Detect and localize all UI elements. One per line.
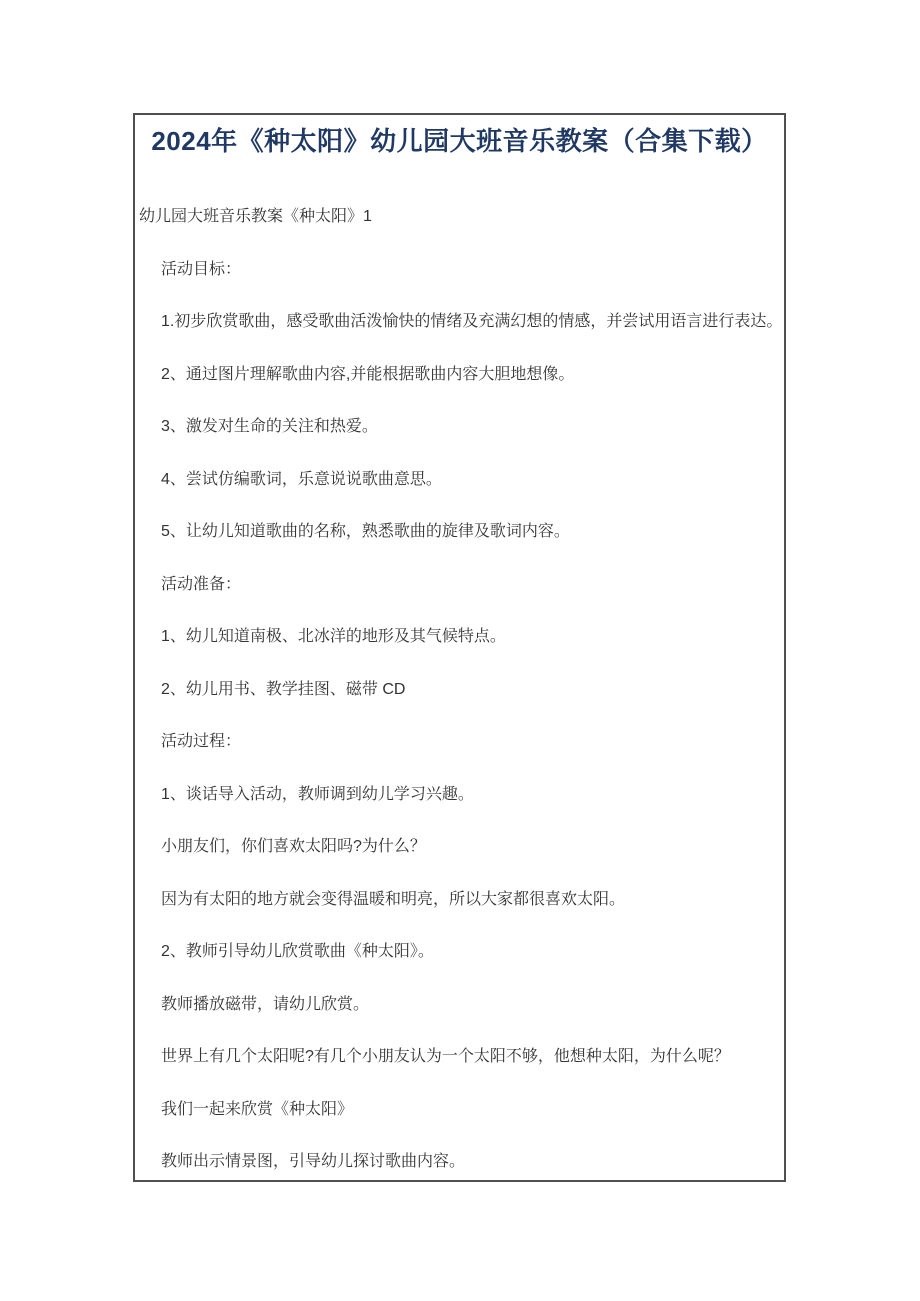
- paragraph-process-2: 2、教师引导幼儿欣赏歌曲《种太阳》。: [161, 943, 434, 960]
- paragraph-process-question: 小朋友们，你们喜欢太阳吗?为什么？: [161, 838, 426, 855]
- paragraph-goal-5: 5、让幼儿知道歌曲的名称，熟悉歌曲的旋律及歌词内容。: [161, 523, 570, 540]
- paragraph-prep-1: 1、幼儿知道南极、北冰洋的地形及其气候特点。: [161, 628, 506, 645]
- paragraph-process-answer: 因为有太阳的地方就会变得温暖和明亮，所以大家都很喜欢太阳。: [161, 890, 626, 908]
- paragraph-show-picture: 教师出示情景图，引导幼儿探讨歌曲内容。: [161, 1153, 466, 1170]
- paragraph-prep-2: 2、幼儿用书、教学挂图、磁带 CD: [161, 680, 406, 698]
- document-title: 2024年《种太阳》幼儿园大班音乐教案（合集下载）: [151, 126, 768, 156]
- document-page: [133, 113, 786, 1182]
- paragraph-play-tape: 教师播放磁带，请幼儿欣赏。: [161, 995, 370, 1013]
- paragraph-activity-prep-heading: 活动准备：: [161, 575, 242, 593]
- paragraph-goal-1: 1.初步欣赏歌曲，感受歌曲活泼愉快的情绪及充满幻想的情感，并尝试用语言进行表达。: [161, 313, 783, 330]
- paragraph-goal-3: 3、激发对生命的关注和热爱。: [161, 418, 378, 435]
- paragraph-goal-2: 2、通过图片理解歌曲内容,并能根据歌曲内容大胆地想像。: [161, 365, 575, 383]
- paragraph-enjoy-song: 我们一起来欣赏《种太阳》: [161, 1100, 354, 1118]
- paragraph-doc-subtitle: 幼儿园大班音乐教案《种太阳》1: [139, 208, 372, 225]
- paragraph-goal-4: 4、尝试仿编歌词，乐意说说歌曲意思。: [161, 470, 442, 488]
- paragraph-activity-goals-heading: 活动目标：: [161, 260, 242, 278]
- paragraph-process-1: 1、谈话导入活动，教师调到幼儿学习兴趣。: [161, 785, 474, 803]
- paragraph-activity-process-heading: 活动过程：: [161, 733, 242, 750]
- paragraph-sun-question: 世界上有几个太阳呢?有几个小朋友认为一个太阳不够，他想种太阳，为什么呢？: [161, 1048, 730, 1065]
